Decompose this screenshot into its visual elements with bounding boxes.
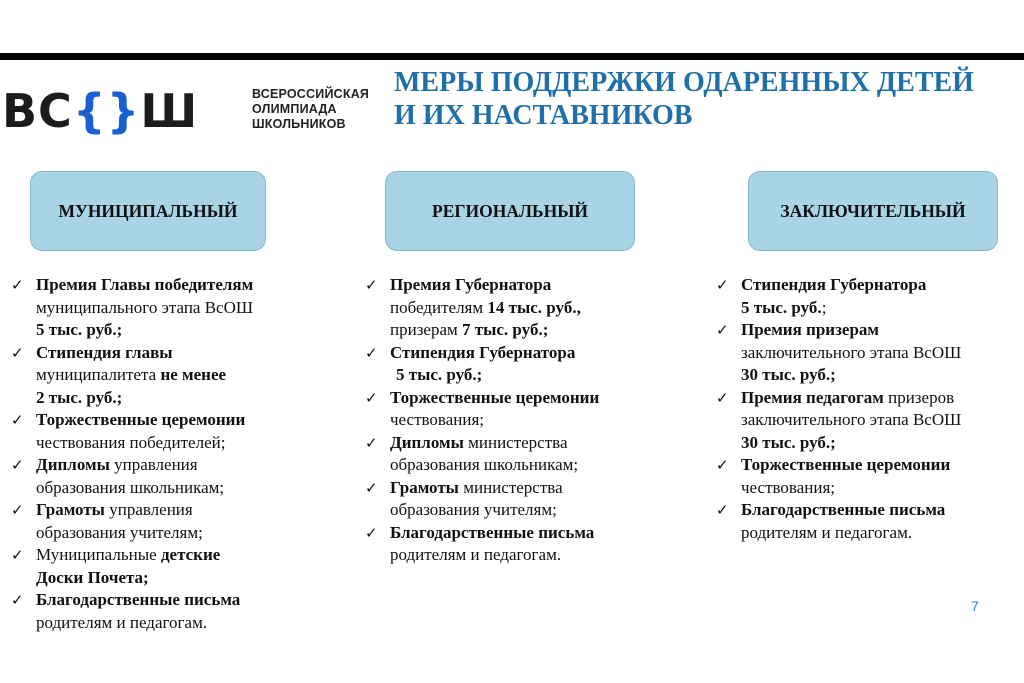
item-text: заключительного этапа ВсОШ [741,342,962,362]
logo-brace-open: { [72,84,107,138]
check-icon: ✓ [716,276,729,294]
item-text: чествования; [741,477,835,497]
check-icon: ✓ [365,523,378,542]
regional-list [365,274,695,567]
level-regional: РЕГИОНАЛЬНЫЙ [385,171,635,251]
item-bold: 30 тыс. руб.; [741,365,836,384]
check-icon: ✓ [716,501,729,519]
item-bold: 2 тыс. руб.; [36,387,123,407]
item-bold: Доски Почета; [36,567,149,587]
item-text: министерства [458,477,563,497]
item-text: призеров [883,387,955,407]
item-text: родителям и педагогам. [36,612,208,632]
list-item [11,274,331,342]
logo-part1: ВС [2,84,73,138]
list-item [716,319,1016,387]
list-item [716,454,1016,499]
item-bold: Грамоты [390,477,459,497]
item-bold: Премия Губернатора [390,275,552,294]
item-text: Муниципальные [36,545,161,564]
logo-part2: Ш [140,84,199,138]
item-text: родителям и педагогам. [390,545,562,564]
list-item [365,342,695,387]
item-bold: Благодарственные письма [36,590,241,609]
final-list [716,274,1016,544]
check-icon: ✓ [11,591,24,609]
list-item [365,477,695,522]
item-bold: 30 тыс. руб.; [741,432,836,452]
check-icon: ✓ [365,433,378,452]
list-item [11,409,331,454]
item-bold: не менее [160,365,227,384]
item-bold: 7 тыс. руб.; [462,320,549,339]
item-bold: Дипломы [390,432,464,452]
title-line: И ИХ НАСТАВНИКОВ [394,100,693,131]
list-item [365,274,695,342]
item-bold: Благодарственные письма [390,522,595,542]
check-icon: ✓ [11,546,24,564]
item-text: управления [109,455,198,474]
logo-text-line: ОЛИМПИАДА [252,102,337,116]
page-title [394,66,1014,132]
logo-text-line: ШКОЛЬНИКОВ [252,117,346,131]
item-bold: Торжественные церемонии [390,387,600,407]
item-text: чествования; [390,410,484,429]
check-icon: ✓ [716,321,729,339]
check-icon: ✓ [365,276,378,294]
check-icon: ✓ [716,456,729,474]
top-bar [0,53,1024,60]
check-icon: ✓ [11,276,24,294]
check-icon: ✓ [365,388,378,407]
item-text: победителям [390,297,488,317]
item-text: министерства [463,432,568,452]
list-item [365,432,695,477]
item-text: чествования победителей; [36,432,226,452]
title-line: МЕРЫ ПОДДЕРЖКИ ОДАРЕННЫХ ДЕТЕЙ [394,67,974,98]
item-text: образования учителям; [36,522,203,542]
item-bold: Стипендия Губернатора [390,342,576,362]
item-bold: Премия призерам [741,320,880,339]
check-icon: ✓ [11,456,24,474]
level-final: ЗАКЛЮЧИТЕЛЬНЫЙ [748,171,998,251]
municipal-list [11,274,331,634]
item-text: ; [821,297,827,317]
list-item [11,589,331,634]
check-icon: ✓ [11,501,24,519]
item-bold: Дипломы [36,455,110,474]
item-text: призерам [390,320,463,339]
logo-brace-close: } [106,84,141,138]
logo-text-line: ВСЕРОССИЙСКАЯ [252,87,370,101]
check-icon: ✓ [365,343,378,362]
list-item [365,522,695,567]
page-number: 7 [971,598,979,614]
check-icon: ✓ [11,343,24,362]
item-bold: Премия педагогам [741,387,884,407]
item-text: муниципалитета [36,365,161,384]
item-bold: Стипендия главы [36,342,173,362]
item-text: родителям и педагогам. [741,522,913,542]
level-municipal: МУНИЦИПАЛЬНЫЙ [30,171,266,251]
list-item [716,274,1016,319]
item-text: образования учителям; [390,500,557,519]
list-item [11,544,331,589]
item-bold: 5 тыс. руб. [741,297,822,317]
logo-text [252,87,369,132]
item-bold: Стипендия Губернатора [741,275,927,294]
check-icon: ✓ [716,388,729,407]
item-text: образования школьникам; [390,455,579,474]
check-icon: ✓ [365,478,378,497]
list-item [365,387,695,432]
vsosh-logo [2,84,199,138]
check-icon: ✓ [11,411,24,429]
list-item [716,387,1016,455]
item-bold: 14 тыс. руб., [487,297,581,317]
item-bold: Премия Главы победителям [36,275,254,294]
item-text: муниципального этапа ВсОШ [36,297,254,317]
list-item [11,499,331,544]
item-text: образования школьникам; [36,477,225,497]
item-bold: Торжественные церемонии [741,455,951,474]
item-text: управления [104,500,193,519]
list-item [716,499,1016,544]
item-bold: 5 тыс. руб.; [396,365,483,384]
item-bold: Благодарственные письма [741,500,946,519]
logo-mark [2,84,199,138]
item-bold: детские [160,545,221,564]
item-bold: Торжественные церемонии [36,410,246,429]
item-bold: Грамоты [36,500,105,519]
item-bold: 5 тыс. руб.; [36,320,123,339]
list-item [11,454,331,499]
item-text: заключительного этапа ВсОШ [741,410,962,429]
list-item [11,342,331,410]
